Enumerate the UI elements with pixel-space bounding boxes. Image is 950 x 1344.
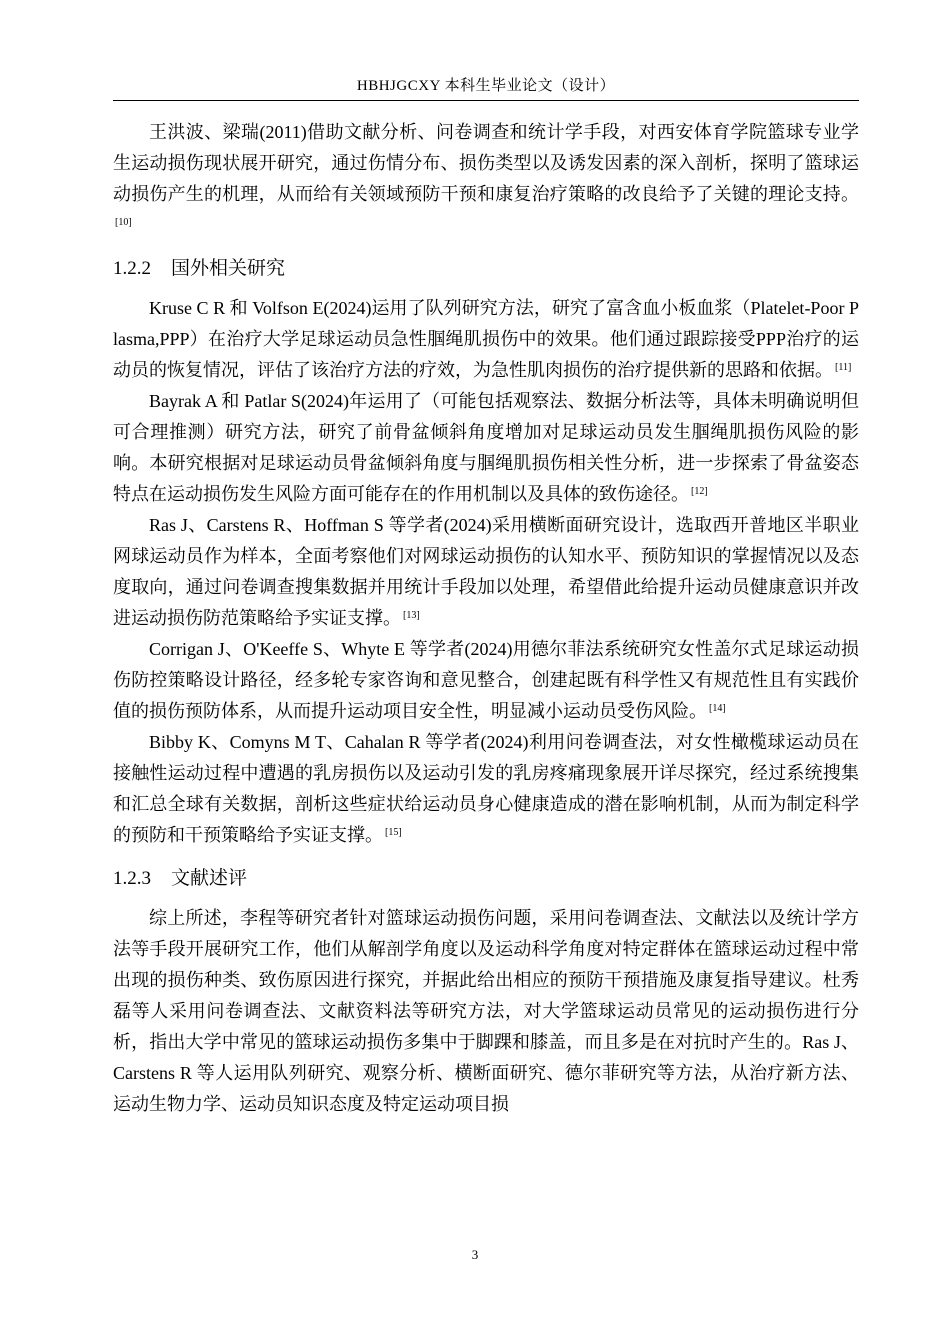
citation-mark: [14] <box>709 703 726 714</box>
paragraph <box>113 634 859 727</box>
paragraph <box>113 117 859 241</box>
paragraph-text: 王洪波、梁瑞(2011)借助文献分析、问卷调查和统计学手段，对西安体育学院篮球专业学生运动损伤现状展开研究，通过伤情分布、损伤类型以及诱发因素的深入剖析，探明了篮球运动损伤产生的机理，从而给有关领域预防干预和康复治疗策略的改良给予了关键的理论支持。 <box>113 122 859 204</box>
section-title: 国外相关研究 <box>171 258 286 279</box>
paragraph <box>113 386 859 510</box>
running-header: HBHJGCXY 本科生毕业论文（设计） <box>356 78 616 94</box>
body-text <box>113 117 859 1120</box>
section-title: 文献述评 <box>171 868 248 889</box>
citation-mark: [13] <box>403 610 420 621</box>
paragraph-text: Ras J、Carstens R、Hoffman S 等学者(2024)采用横断面研究设计，选取西开普地区半职业网球运动员作为样本，全面考察他们对网球运动损伤的认知水平、预防知识的掌握情况以及态度取向，通过问卷调查搜集数据并用统计手段加以处理，希望借此给提升运动员健康意识并改进运动损伤防范策略给予实证支撑。 <box>113 515 859 628</box>
paragraph <box>113 903 859 1120</box>
paragraph-text: Bibby K、Comyns M T、Cahalan R 等学者(2024)利用问卷调查法，对女性橄榄球运动员在接触性运动过程中遭遇的乳房损伤以及运动引发的乳房疼痛现象展开详尽探究，经过系统搜集和汇总全球有关数据，剖析这些症状给运动员身心健康造成的潜在影响机制，从而为制定科学的预防和干预策略给予实证支撑。 <box>113 732 859 845</box>
paragraph-text: Kruse C R 和 Volfson E(2024)运用了队列研究方法，研究了富含血小板血浆（Platelet-Poor Plasma,PPP）在治疗大学足球运动员急性腘绳肌损伤中的效果。他们通过跟踪接受PPP治疗的运动员的恢复情况，评估了该治疗方法的疗效，为急性肌肉损伤的治疗提供新的思路和依据。 <box>113 298 859 380</box>
paragraph <box>113 727 859 851</box>
citation-mark: [15] <box>385 827 402 838</box>
citation-mark: [11] <box>835 362 852 373</box>
paragraph-text: 综上所述，李程等研究者针对篮球运动损伤问题，采用问卷调查法、文献法以及统计学方法等手段开展研究工作，他们从解剖学角度以及运动科学角度对特定群体在篮球运动过程中常出现的损伤种类、致伤原因进行探究，并据此给出相应的预防干预措施及康复指导建议。杜秀磊等人采用问卷调查法、文献资料法等研究方法，对大学篮球运动员常见的运动损伤进行分析，指出大学中常见的篮球运动损伤多集中于脚踝和膝盖，而且多是在对抗时产生的。Ras J、Carstens R 等人运用队列研究、观察分析、横断面研究、德尔菲研究等方法，从治疗新方法、运动生物力学、运动员知识态度及特定运动项目损 <box>113 908 859 1114</box>
section-heading <box>113 255 859 283</box>
paragraph <box>113 293 859 386</box>
section-heading <box>113 865 859 893</box>
page-number: 3 <box>471 1247 479 1262</box>
citation-mark: [12] <box>691 486 708 497</box>
paragraph <box>113 510 859 634</box>
paragraph-text: Corrigan J、O'Keeffe S、Whyte E 等学者(2024)用德尔菲法系统研究女性盖尔式足球运动损伤防控策略设计路径，经多轮专家咨询和意见整合，创建起既有科学性又有规范性且有实践价值的损伤预防体系，从而提升运动项目安全性，明显减小运动员受伤风险。 <box>113 639 859 721</box>
citation-mark: [10] <box>115 217 132 228</box>
section-number: 1.2.3 <box>113 868 151 889</box>
header-rule <box>113 100 859 101</box>
section-number: 1.2.2 <box>113 258 151 279</box>
paragraph-text: Bayrak A 和 Patlar S(2024)年运用了（可能包括观察法、数据分析法等，具体未明确说明但可合理推测）研究方法，研究了前骨盆倾斜角度增加对足球运动员发生腘绳肌损伤风险的影响。本研究根据对足球运动员骨盆倾斜角度与腘绳肌损伤相关性分析，进一步探索了骨盆姿态特点在运动损伤发生风险方面可能存在的作用机制以及具体的致伤途径。 <box>113 391 859 504</box>
